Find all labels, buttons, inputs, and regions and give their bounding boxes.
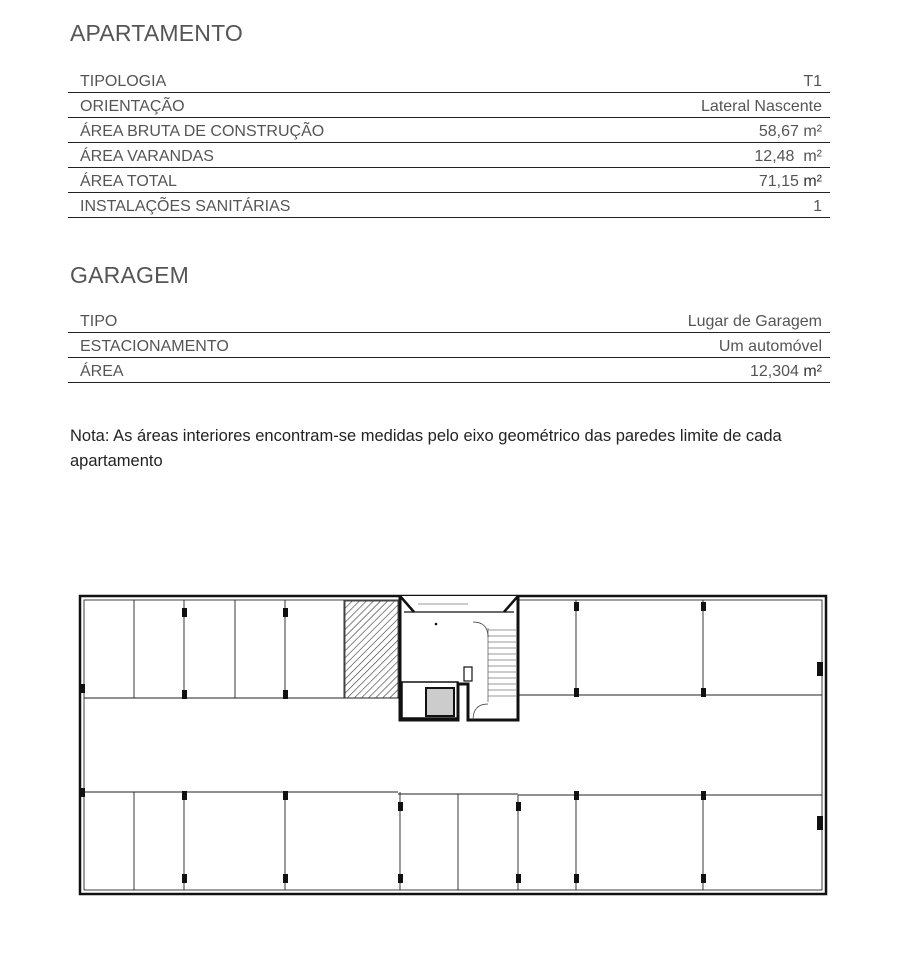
- row-value: 58,67 m²: [758, 123, 822, 140]
- table-row: [68, 193, 830, 218]
- row-label: TIPOLOGIA: [80, 73, 167, 90]
- row-label: ÁREA TOTAL: [80, 173, 177, 190]
- row-label: ESTACIONAMENTO: [80, 338, 229, 355]
- bottom-parking-bays: [84, 792, 822, 890]
- garage-floor-plan: [78, 592, 828, 897]
- apartment-title: APARTAMENTO: [70, 20, 244, 46]
- table-row: [68, 118, 830, 143]
- table-row: [68, 93, 830, 118]
- table-row: [68, 168, 830, 193]
- row-value: Um automóvel: [718, 338, 822, 355]
- row-value: 71,15 m²: [758, 173, 822, 190]
- garage-table: [68, 308, 830, 383]
- table-row: [68, 308, 830, 333]
- row-label: ÁREA: [80, 363, 124, 380]
- unit-label: m²: [803, 148, 822, 165]
- apartment-table: [68, 68, 830, 218]
- table-row: [68, 358, 830, 383]
- unit-label: m²: [803, 173, 822, 190]
- row-label: ÁREA BRUTA DE CONSTRUÇÃO: [80, 123, 325, 140]
- row-label: ÁREA VARANDAS: [80, 148, 214, 165]
- row-label: INSTALAÇÕES SANITÁRIAS: [80, 198, 291, 215]
- stair-core: [400, 596, 518, 720]
- row-value: 12,304 m²: [749, 363, 822, 380]
- area-note: Nota: As áreas interiores encontram-se medidas pelo eixo geométrico das paredes limite de cada apartamento: [70, 427, 782, 470]
- table-row: [68, 68, 830, 93]
- row-value: Lateral Nascente: [701, 98, 822, 115]
- table-row: [68, 143, 830, 168]
- row-value: Lugar de Garagem: [687, 313, 822, 330]
- row-label: TIPO: [80, 313, 118, 330]
- hatched-shaft: [345, 601, 398, 698]
- table-row: [68, 333, 830, 358]
- garage-title: GARAGEM: [70, 262, 189, 288]
- row-value: T1: [803, 73, 822, 90]
- row-value: 12,48 m²: [754, 148, 822, 165]
- unit-label: m²: [803, 363, 822, 380]
- row-value: 1: [813, 198, 822, 215]
- unit-label: m²: [803, 123, 822, 140]
- row-label: ORIENTAÇÃO: [80, 98, 185, 115]
